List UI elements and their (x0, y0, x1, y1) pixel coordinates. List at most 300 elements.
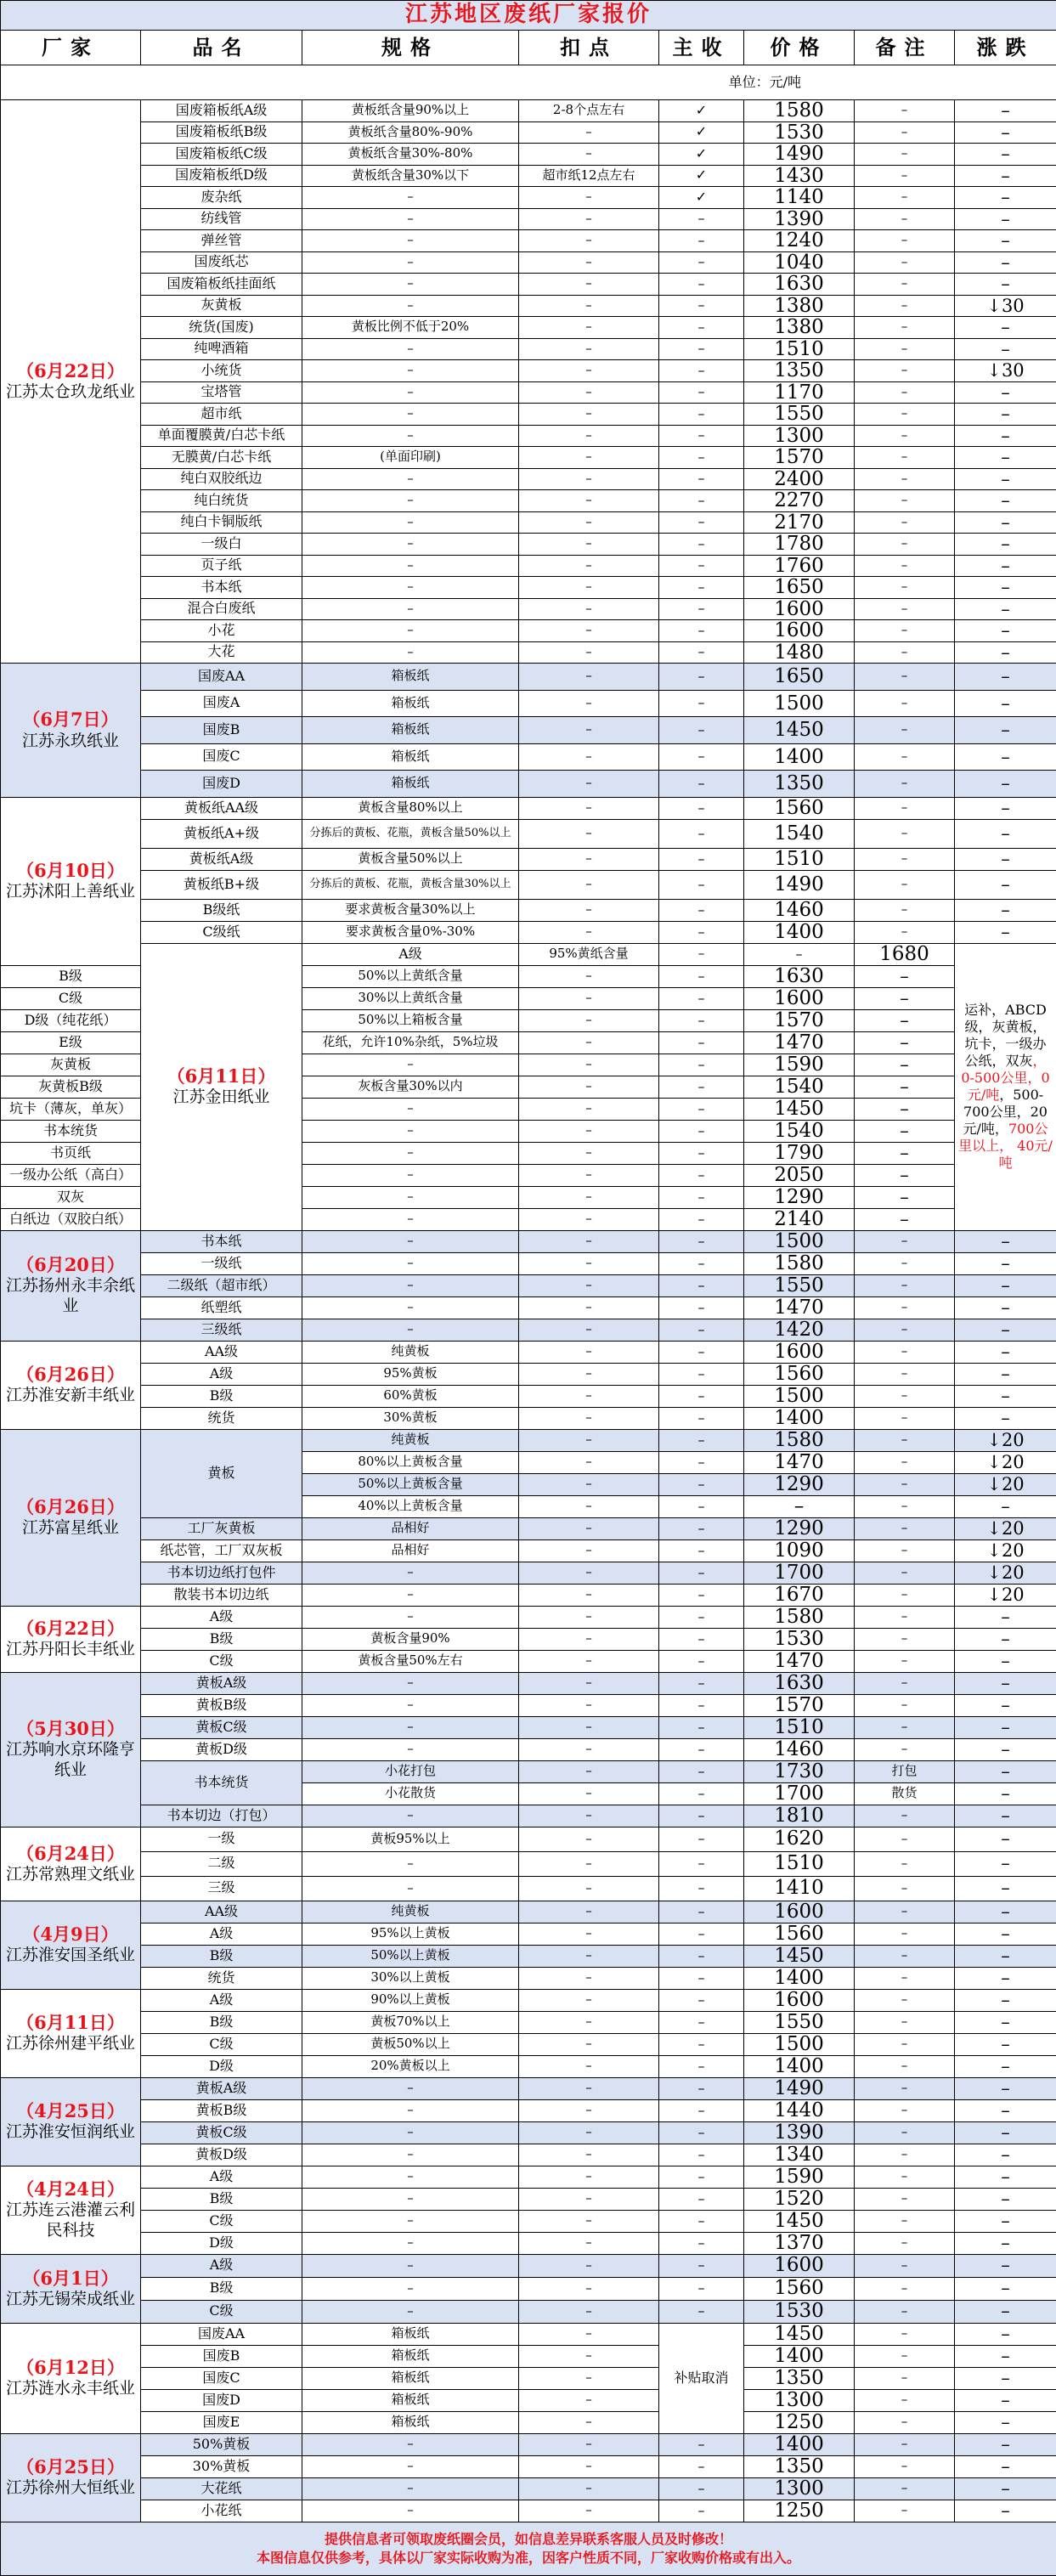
table-row (1, 1562, 1056, 1584)
main-collect-cell: – (659, 1805, 744, 1827)
price-cell: 1570 (744, 447, 855, 469)
factory-date: （6月20日） (6, 1254, 135, 1276)
change-cell: – (955, 2166, 1056, 2188)
main-collect-cell: – (659, 2433, 744, 2455)
factory-cell (1, 2323, 141, 2433)
price-cell: 1680 (855, 943, 955, 965)
main-collect-cell: – (659, 1989, 744, 2011)
deduction-cell: – (519, 1738, 659, 1760)
remark-cell: – (855, 100, 955, 122)
product-cell: 灰黄板 (141, 295, 302, 317)
product-cell: B级 (1, 965, 141, 987)
deduction-cell: – (519, 620, 659, 642)
deduction-cell: – (519, 2121, 659, 2144)
deduction-cell: – (519, 1672, 659, 1694)
product-cell: 二级纸（超市纸） (141, 1274, 302, 1296)
main-collect-cell: – (659, 360, 744, 382)
main-collect-cell: – (659, 2477, 744, 2500)
main-collect-cell: – (659, 1208, 744, 1230)
main-collect-cell: – (659, 899, 744, 921)
change-cell: ↓20 (955, 1539, 1056, 1562)
remark-cell: – (855, 1252, 955, 1274)
main-collect-cell: – (659, 1760, 744, 1782)
price-cell: 1500 (744, 1230, 855, 1252)
price-cell: 1520 (744, 2188, 855, 2210)
table-row (1, 664, 1056, 691)
deduction-cell: – (519, 577, 659, 599)
change-cell: – (955, 2011, 1056, 2033)
price-cell: 1400 (744, 1967, 855, 1989)
price-cell: 1650 (744, 664, 855, 691)
remark-cell: – (855, 165, 955, 187)
price-cell: 1580 (744, 1429, 855, 1451)
remark-cell: – (855, 771, 955, 798)
spec-cell: – (302, 1274, 519, 1296)
remark-cell: – (855, 2055, 955, 2077)
remark-cell: – (855, 511, 955, 534)
main-collect-cell: – (659, 1164, 744, 1186)
table-row (1, 165, 1056, 187)
spec-cell: – (302, 381, 519, 404)
remark-cell: – (855, 870, 955, 899)
deduction-cell: – (519, 1562, 659, 1584)
price-cell: 1590 (744, 2166, 855, 2188)
change-cell: – (955, 1628, 1056, 1650)
price-cell: 1470 (744, 1031, 855, 1054)
change-cell: – (955, 2300, 1056, 2323)
factory-name: 江苏金田纸业 (172, 1087, 269, 1106)
deduction-cell: – (519, 1142, 659, 1164)
product-cell: B级纸 (141, 899, 302, 921)
transport-subsidy-note (955, 943, 1056, 1230)
product-cell: A级 (141, 2166, 302, 2188)
product-cell: 纸塑纸 (141, 1296, 302, 1319)
footer-line-1: 提供信息者可领取废纸圈会员，如信息差异联系客服人员及时修改！ (325, 2531, 732, 2547)
factory-name: 江苏扬州永丰余纸业 (6, 1276, 135, 1315)
price-cell: 1460 (744, 1738, 855, 1760)
remark-cell: – (855, 1274, 955, 1296)
spec-cell: 95%黄纸含量 (519, 943, 659, 965)
product-cell: C级纸 (141, 921, 302, 943)
spec-cell: 30%以上黄板 (302, 1967, 519, 1989)
product-cell: 三级纸 (141, 1319, 302, 1341)
change-cell: – (955, 2121, 1056, 2144)
spec-cell: 分拣后的黄板、花瓶，黄板含量50%以上 (302, 819, 519, 848)
change-cell: – (955, 641, 1056, 664)
remark-cell: – (855, 2077, 955, 2099)
remark-cell: – (855, 1650, 955, 1672)
product-cell: 灰黄板 (1, 1054, 141, 1076)
product-cell: 纯白卡铜版纸 (141, 511, 302, 534)
remark-cell: – (855, 1694, 955, 1716)
spec-cell: 95%黄板 (302, 1363, 519, 1385)
table-row (1, 360, 1056, 382)
deduction-cell: – (519, 819, 659, 848)
header-change: 涨跌 (955, 31, 1056, 65)
table-row (1, 317, 1056, 339)
deduction-cell: – (519, 2389, 659, 2411)
spec-cell: 箱板纸 (302, 2323, 519, 2345)
spec-cell: 95%以上黄板 (302, 1923, 519, 1945)
price-cell: 1470 (744, 1451, 855, 1473)
product-cell: 一级纸 (141, 1252, 302, 1274)
remark-cell: – (855, 121, 955, 144)
spec-cell: 80%以上黄板含量 (302, 1451, 519, 1473)
price-cell: 1540 (744, 1076, 855, 1098)
main-collect-cell: – (659, 274, 744, 296)
product-cell: 30%黄板 (141, 2455, 302, 2477)
main-collect-cell: – (659, 2011, 744, 2033)
price-cell: 1810 (744, 1805, 855, 1827)
main-collect-cell: – (659, 1031, 744, 1054)
change-cell: ↓20 (955, 1451, 1056, 1473)
main-collect-cell: – (659, 1738, 744, 1760)
price-cell: 1400 (744, 2345, 855, 2367)
product-cell: C级 (141, 1650, 302, 1672)
deduction-cell: – (519, 1584, 659, 1606)
remark-cell: – (855, 2188, 955, 2210)
change-cell: – (955, 1296, 1056, 1319)
product-cell: 超市纸 (141, 404, 302, 426)
deduction-cell: – (519, 1031, 659, 1054)
factory-date: （6月26日） (6, 1496, 135, 1518)
table-row (1, 1945, 1056, 1967)
change-cell: – (955, 274, 1056, 296)
product-cell: 书本纸 (141, 577, 302, 599)
change-cell: – (955, 534, 1056, 556)
product-cell: AA级 (141, 1341, 302, 1363)
change-cell: – (955, 2367, 1056, 2389)
remark-cell: – (855, 620, 955, 642)
product-cell: A级 (141, 1363, 302, 1385)
main-collect-cell: – (659, 965, 744, 987)
price-cell: 1560 (744, 2277, 855, 2300)
change-cell: – (955, 555, 1056, 577)
change-cell: – (855, 965, 955, 987)
remark-cell: – (855, 2166, 955, 2188)
change-cell: – (955, 2345, 1056, 2367)
change-cell: – (955, 743, 1056, 771)
spec-cell: – (302, 1562, 519, 1584)
spec-cell: 20%黄板以上 (302, 2055, 519, 2077)
price-cell: 1290 (744, 1473, 855, 1495)
factory-name: 江苏连云港灌云利民科技 (6, 2200, 135, 2240)
change-cell: – (955, 1923, 1056, 1945)
spec-cell: – (302, 1606, 519, 1628)
change-cell: – (955, 2077, 1056, 2099)
remark-cell: – (855, 2367, 955, 2389)
spec-cell: – (302, 1296, 519, 1319)
price-cell: 1040 (744, 251, 855, 274)
deduction-cell: – (519, 447, 659, 469)
change-cell: – (955, 144, 1056, 166)
factory-cell (141, 943, 302, 1230)
product-cell: 混合白废纸 (141, 598, 302, 620)
product-cell: 统货 (141, 1407, 302, 1429)
deduction-cell: – (519, 1407, 659, 1429)
header-factory: 厂家 (1, 31, 141, 65)
product-cell: 双灰 (1, 1186, 141, 1208)
price-cell: 1480 (744, 641, 855, 664)
spec-cell: 分拣后的黄板、花瓶，黄板含量30%以上 (302, 870, 519, 899)
spec-cell: – (302, 2300, 519, 2323)
main-collect-cell: – (659, 870, 744, 899)
remark-cell: 打包 (855, 1760, 955, 1782)
deduction-cell: – (519, 381, 659, 404)
spec-cell: 黄板纸含量80%-90% (302, 121, 519, 144)
factory-name: 江苏常熟理文纸业 (6, 1865, 135, 1884)
table-row (1, 534, 1056, 556)
factory-date: （5月30日） (6, 1718, 135, 1740)
deduction-cell: – (519, 1076, 659, 1098)
change-cell: – (955, 1650, 1056, 1672)
price-cell: 1400 (744, 1407, 855, 1429)
price-cell: 1780 (744, 534, 855, 556)
main-collect-cell: ✓ (659, 187, 744, 209)
table-row (1, 1827, 1056, 1851)
change-cell: – (955, 2254, 1056, 2277)
change-cell: – (955, 1672, 1056, 1694)
change-cell: – (955, 771, 1056, 798)
spec-cell: (单面印刷) (302, 447, 519, 469)
remark-cell: – (855, 1230, 955, 1252)
table-row (1, 447, 1056, 469)
change-cell: – (855, 1186, 955, 1208)
main-collect-cell: – (659, 1672, 744, 1694)
deduction-cell: – (519, 1164, 659, 1186)
table-row (1, 100, 1056, 122)
product-cell: 50%黄板 (141, 2433, 302, 2455)
table-row (1, 1738, 1056, 1760)
main-collect-cell: – (659, 848, 744, 870)
deduction-cell: 超市纸12点左右 (519, 165, 659, 187)
change-cell: ↓20 (955, 1429, 1056, 1451)
table-row (1, 1407, 1056, 1429)
product-cell: 国废B (141, 2345, 302, 2367)
remark-cell: – (855, 1672, 955, 1694)
price-cell: 1700 (744, 1562, 855, 1584)
remark-cell: – (855, 2433, 955, 2455)
main-collect-cell: – (659, 1606, 744, 1628)
price-cell: 1600 (744, 1989, 855, 2011)
spec-cell: 品相好 (302, 1517, 519, 1539)
price-cell: 1620 (744, 1827, 855, 1851)
deduction-cell: – (519, 899, 659, 921)
main-collect-cell: – (659, 511, 744, 534)
price-cell: 1630 (744, 965, 855, 987)
spec-cell: – (302, 2254, 519, 2277)
price-cell: 1380 (744, 295, 855, 317)
change-cell: – (955, 1495, 1056, 1517)
table-row (1, 1319, 1056, 1341)
change-cell: – (955, 447, 1056, 469)
factory-date: （6月22日） (6, 1618, 135, 1640)
spec-cell: – (302, 577, 519, 599)
change-cell: – (955, 1967, 1056, 1989)
product-cell: 书本统货 (1, 1120, 141, 1142)
deduction-cell: – (519, 274, 659, 296)
deduction-cell: – (519, 230, 659, 252)
table-row (1, 2367, 1056, 2389)
deduction-cell: – (519, 425, 659, 447)
product-cell: 黄板纸AA级 (141, 797, 302, 819)
price-cell: 1590 (744, 1054, 855, 1076)
deduction-cell: – (519, 2210, 659, 2232)
price-cell: 1340 (744, 2144, 855, 2166)
table-row (1, 2323, 1056, 2345)
change-cell: – (955, 121, 1056, 144)
price-cell: 1490 (744, 2077, 855, 2099)
product-cell: 国废D (141, 2389, 302, 2411)
table-row (1, 1429, 1056, 1451)
table-row (1, 2121, 1056, 2144)
deduction-cell: – (519, 534, 659, 556)
table-row (1, 1341, 1056, 1363)
price-cell: 1470 (744, 1296, 855, 1319)
change-cell: – (955, 490, 1056, 512)
price-cell: 2140 (744, 1208, 855, 1230)
price-cell: 1430 (744, 165, 855, 187)
deduction-cell: – (519, 2011, 659, 2033)
price-cell: 1490 (744, 144, 855, 166)
product-cell: 书本纸 (141, 1230, 302, 1252)
remark-cell: – (855, 555, 955, 577)
deduction-cell: – (519, 2455, 659, 2477)
note-line-4: 700公里以上， 40元/吨 (958, 1121, 1053, 1171)
change-cell: – (955, 1851, 1056, 1876)
price-cell: 1170 (744, 381, 855, 404)
spec-cell: 箱板纸 (302, 664, 519, 691)
product-cell: B级 (141, 1385, 302, 1407)
table-row (1, 208, 1056, 230)
change-cell: – (855, 1098, 955, 1120)
spec-cell: – (302, 1738, 519, 1760)
product-cell: 小花纸 (141, 2500, 302, 2522)
price-cell: 1290 (744, 1186, 855, 1208)
price-cell: 1580 (744, 1252, 855, 1274)
table-row (1, 899, 1056, 921)
product-cell: 纺线管 (141, 208, 302, 230)
price-cell: 1570 (744, 1694, 855, 1716)
main-collect-cell: – (659, 2099, 744, 2121)
spec-cell: – (302, 230, 519, 252)
deduction-cell: – (519, 2300, 659, 2323)
product-cell: C级 (1, 987, 141, 1009)
change-cell: – (955, 2055, 1056, 2077)
product-cell: A级 (141, 1923, 302, 1945)
spec-cell: – (302, 555, 519, 577)
main-collect-cell: – (659, 2210, 744, 2232)
remark-cell: – (855, 2500, 955, 2522)
product-cell: 国废箱板纸挂面纸 (141, 274, 302, 296)
table-row (1, 2345, 1056, 2367)
price-cell: 1390 (744, 2121, 855, 2144)
price-cell: 2050 (744, 1164, 855, 1186)
table-row (1, 620, 1056, 642)
change-cell: – (955, 1341, 1056, 1363)
spec-cell: 灰板含量30%以内 (302, 1076, 519, 1098)
change-cell: – (955, 1606, 1056, 1628)
main-collect-cell: – (659, 641, 744, 664)
remark-cell: – (855, 360, 955, 382)
deduction-cell: – (519, 1517, 659, 1539)
product-cell: B级 (141, 2011, 302, 2033)
table-row (1, 230, 1056, 252)
main-collect-cell: – (659, 1539, 744, 1562)
price-cell: 2400 (744, 468, 855, 490)
table-row (1, 2300, 1056, 2323)
deduction-cell: – (519, 1385, 659, 1407)
main-collect-cell: – (659, 404, 744, 426)
spec-cell: – (302, 404, 519, 426)
product-cell: 废杂纸 (141, 187, 302, 209)
table-row (1, 690, 1056, 717)
table-row (1, 1672, 1056, 1694)
change-cell: – (955, 187, 1056, 209)
deduction-cell: – (519, 1009, 659, 1031)
remark-cell: – (855, 1716, 955, 1738)
remark-cell: – (855, 425, 955, 447)
factory-date: （6月22日） (6, 360, 135, 382)
spec-cell: – (302, 1098, 519, 1120)
spec-cell: – (302, 1186, 519, 1208)
factory-cell (1, 2433, 141, 2522)
table-row (1, 1760, 1056, 1782)
remark-cell: – (855, 848, 955, 870)
change-cell: – (955, 2455, 1056, 2477)
remark-cell: – (855, 2389, 955, 2411)
remark-cell: 散货 (855, 1782, 955, 1805)
remark-cell: – (855, 295, 955, 317)
table-row (1, 2077, 1056, 2099)
product-cell: 纯啤酒箱 (141, 338, 302, 360)
main-collect-cell: – (659, 1876, 744, 1901)
product-cell: 黄板纸A+级 (141, 819, 302, 848)
product-cell: 无膜黄/白芯卡纸 (141, 447, 302, 469)
price-cell: 1670 (744, 1584, 855, 1606)
change-cell: – (955, 1782, 1056, 1805)
deduction-cell: – (519, 1716, 659, 1738)
table-row (1, 2232, 1056, 2254)
change-cell: – (955, 2033, 1056, 2055)
product-cell: 纯白双胶纸边 (141, 468, 302, 490)
main-collect-cell: – (659, 1407, 744, 1429)
spec-cell: – (302, 598, 519, 620)
main-collect-cell: – (659, 317, 744, 339)
main-collect-cell: – (659, 1716, 744, 1738)
price-cell: 2170 (744, 511, 855, 534)
price-cell: 1400 (744, 2433, 855, 2455)
price-cell: 1420 (744, 1319, 855, 1341)
remark-cell: – (855, 1363, 955, 1385)
main-collect-cell: – (659, 1851, 744, 1876)
price-cell: 1470 (744, 1650, 855, 1672)
deduction-cell: – (519, 1989, 659, 2011)
price-cell: 1600 (744, 1901, 855, 1923)
spec-cell: – (302, 1230, 519, 1252)
deduction-cell: – (519, 743, 659, 771)
main-collect-cell: – (659, 598, 744, 620)
product-cell: 书本统货 (141, 1760, 302, 1805)
change-cell: – (955, 404, 1056, 426)
deduction-cell: 2-8个点左右 (519, 100, 659, 122)
deduction-cell: – (519, 2188, 659, 2210)
remark-cell: – (855, 338, 955, 360)
product-cell: B级 (141, 2188, 302, 2210)
unit-label: 单位：元/吨 (1, 65, 1056, 100)
deduction-cell: – (519, 1473, 659, 1495)
table-row (1, 1851, 1056, 1876)
